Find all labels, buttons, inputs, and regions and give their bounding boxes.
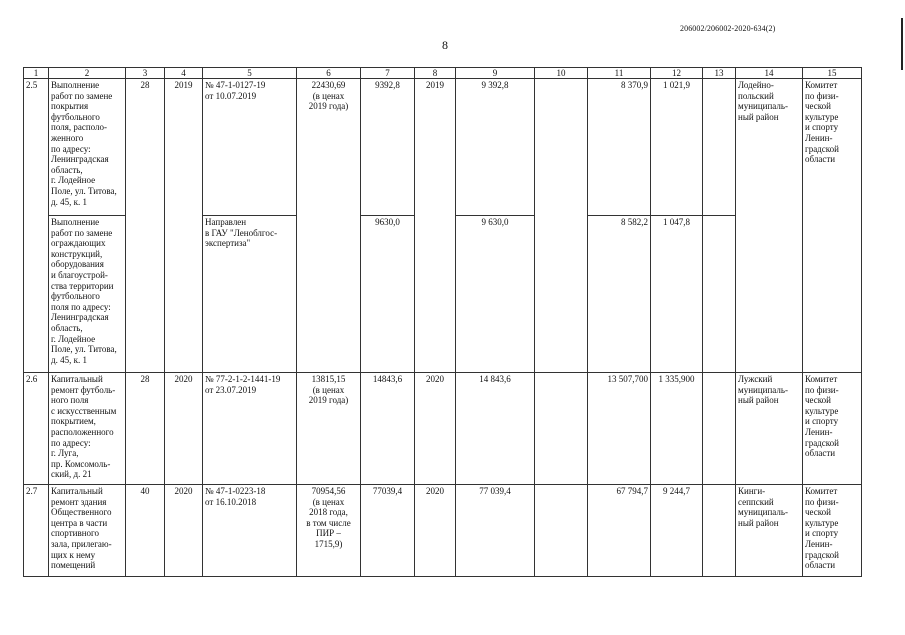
- cell-c3: 40: [126, 485, 165, 577]
- column-header: 15: [803, 68, 862, 79]
- column-header: 8: [415, 68, 456, 79]
- table-row: [24, 373, 862, 485]
- estimated-cost: 70954,56 (в ценах 2018 года, в том числе ПИР – 1715,9): [297, 485, 361, 577]
- cell-c13: [703, 79, 736, 216]
- cell-year: 2020: [165, 485, 203, 577]
- cell-c9: 77 039,4: [456, 485, 535, 577]
- column-header: 10: [535, 68, 588, 79]
- work-description: Капитальный ремонт здания Общественного центра в части спортивного зала, прилегаю- щих к нему помещений: [49, 485, 126, 577]
- cell-c3: 28: [126, 79, 165, 373]
- column-header: 4: [165, 68, 203, 79]
- cell-c8: 2020: [415, 485, 456, 577]
- estimated-cost: 13815,15 (в ценах 2019 года): [297, 373, 361, 485]
- responsible-body: Комитет по физи- ческой культуре и спорту Ленин- градской области: [803, 373, 862, 485]
- cell-c12: 1 047,8: [651, 216, 703, 373]
- document-id: 206002/206002-2020-634(2): [680, 24, 776, 33]
- municipality: Лодейно- польский муниципаль- ный район: [736, 79, 803, 373]
- expertise-conclusion: № 47-1-0127-19 от 10.07.2019: [203, 79, 297, 216]
- cell-c12: 9 244,7: [651, 485, 703, 577]
- cell-c11: 67 794,7: [588, 485, 651, 577]
- cell-c8: 2019: [415, 79, 456, 373]
- cell-c10: [535, 373, 588, 485]
- cell-c10: [535, 79, 588, 373]
- row-number: 2.5: [24, 79, 49, 373]
- column-header: 14: [736, 68, 803, 79]
- margin-mark: [901, 18, 903, 70]
- column-header: 2: [49, 68, 126, 79]
- expertise-conclusion: № 77-2-1-2-1441-19 от 23.07.2019: [203, 373, 297, 485]
- estimated-cost: 22430,69 (в ценах 2019 года): [297, 79, 361, 373]
- table-row: [24, 485, 862, 577]
- column-header: 6: [297, 68, 361, 79]
- cell-c12: 1 335,900: [651, 373, 703, 485]
- cell-c3: 28: [126, 373, 165, 485]
- responsible-body: Комитет по физи- ческой культуре и спорту Ленин- градской области: [803, 79, 862, 373]
- row-number: 2.6: [24, 373, 49, 485]
- cell-c9: 9 392,8: [456, 79, 535, 216]
- column-header: 3: [126, 68, 165, 79]
- cell-c13: [703, 216, 736, 373]
- cell-c10: [535, 485, 588, 577]
- cell-c7: 77039,4: [361, 485, 415, 577]
- column-number-row: [24, 68, 862, 79]
- column-header: 5: [203, 68, 297, 79]
- cell-c11: 13 507,700: [588, 373, 651, 485]
- cell-year: 2019: [165, 79, 203, 373]
- cell-c11: 8 370,9: [588, 79, 651, 216]
- responsible-body: Комитет по физи- ческой культуре и спорту Ленин- градской области: [803, 485, 862, 577]
- column-header: 12: [651, 68, 703, 79]
- cell-year: 2020: [165, 373, 203, 485]
- column-header: 9: [456, 68, 535, 79]
- column-header: 7: [361, 68, 415, 79]
- cell-c7: 14843,6: [361, 373, 415, 485]
- cell-c7: 9630,0: [361, 216, 415, 373]
- work-description: Капитальный ремонт футболь- ного поля с искусственным покрытием, расположенного по адресу: г. Луга, пр. Комсомоль- ский, д. 21: [49, 373, 126, 485]
- municipality: Лужский муниципаль- ный район: [736, 373, 803, 485]
- cell-c13: [703, 485, 736, 577]
- row-number: 2.7: [24, 485, 49, 577]
- cell-c7: 9392,8: [361, 79, 415, 216]
- work-description: Выполнение работ по замене ограждающих конструкций, оборудования и благоустрой- ства территории футбольного поля по адресу: Ленинградская область, г. Лодейное Поле, ул. Титова, д. 45, к. 1: [49, 216, 126, 373]
- column-header: 1: [24, 68, 49, 79]
- expertise-conclusion: № 47-1-0223-18 от 16.10.2018: [203, 485, 297, 577]
- expertise-conclusion: Направлен в ГАУ "Леноблгос- экспертиза": [203, 216, 297, 373]
- work-description: Выполнение работ по замене покрытия футбольного поля, располо- женного по адресу: Ленинградская область, г. Лодейное Поле, ул. Титова, д. 45, к. 1: [49, 79, 126, 216]
- cell-c11: 8 582,2: [588, 216, 651, 373]
- table-row: [24, 79, 862, 216]
- page-number: 8: [442, 38, 448, 52]
- municipality: Кинги- сеппский муниципаль- ный район: [736, 485, 803, 577]
- cell-c9: 9 630,0: [456, 216, 535, 373]
- column-header: 11: [588, 68, 651, 79]
- cell-c12: 1 021,9: [651, 79, 703, 216]
- cell-c9: 14 843,6: [456, 373, 535, 485]
- program-table: [23, 67, 862, 577]
- cell-c8: 2020: [415, 373, 456, 485]
- column-header: 13: [703, 68, 736, 79]
- cell-c13: [703, 373, 736, 485]
